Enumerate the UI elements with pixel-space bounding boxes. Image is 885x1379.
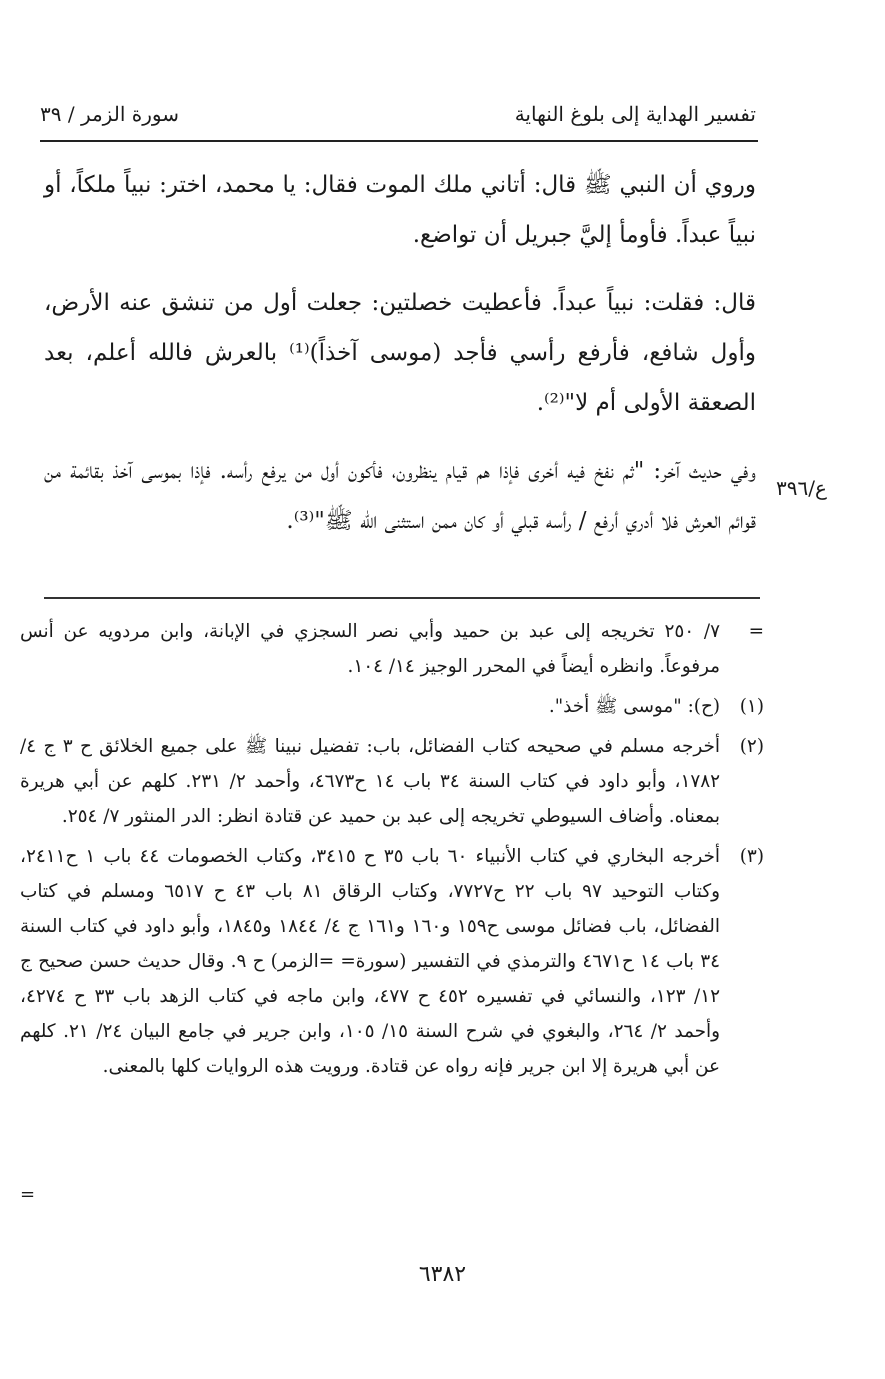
header-divider (40, 140, 758, 142)
footnote-text: أخرجه البخاري في كتاب الأنبياء ٦٠ باب ٣٥ ح ٣٤١٥، وكتاب الخصومات ٤٤ باب ١ ح٢٤١١، وكتاب التوحيد ٩٧ باب ٢٢ ح٧٧٢٧، وكتاب الرقاق ٨١ باب ٤٣ ح ٦٥١٧ ومسلم في كتاب الفضائل، باب فضائل موسى ح١٥٩ و١٦٠ و١٦١ ج ٤/ ١٨٤٤ و١٨٤٥، وأبو داود في كتاب السنة ٣٤ باب ١٤ ح٤٦٧١ والترمذي في التفسير (سورة= =الزمر) ح ٩. وقال حديث حسن صحيح ج ١٢/ ١٢٣، والنسائي في تفسيره ٤٥٢ ح ٤٧٧، وابن ماجه في كتاب الزهد باب ٣٣ ح ٤٢٧٤، وأحمد ٢/ ٢٦٤، والبغوي في شرح السنة ١٥/ ١٠٥، وابن جرير في جامع البيان ٢٤/ ٢١. كلهم عن أبي هريرة إلا ابن جرير فإنه رواه عن قتادة. ورويت هذه الروايات كلها بالمعنى. (20, 846, 720, 1077)
paragraph: قال: فقلت: نبياً عبداً. فأعطيت خصلتين: جعلت أول من تنشق عنه الأرض، وأول شافع، فأرفع رأسي فأجد (موسى آخذاً)⁽¹⁾ بالعرش فالله أعلم، بعد الصعقة الأولى أم لا"⁽²⁾. (44, 290, 756, 416)
main-text (44, 160, 756, 564)
footnote-continuation (20, 614, 764, 684)
footnote-marker: (٢) (739, 736, 764, 757)
paragraph: وفي حديث آخر: "ثم نفخ فيه أخرى فإذا هم قيام ينظرون، فأكون أول من يرفع رأسه. فإذا بموسى آخذ بقائمة من قوائم العرش فلا أدري أرفع / رأسه قبلي أو كان ممن استثنى الله ﷺ"⁽³⁾. (44, 458, 756, 534)
footnote-marker: (١) (739, 696, 764, 717)
footnote-text: (ح): "موسى ﷺ أخذ". (548, 696, 720, 717)
footnote-marker: (٣) (739, 846, 764, 867)
footnote-continues-marker: = (20, 1184, 36, 1205)
surah-title: سورة الزمر / ٣٩ (40, 102, 179, 126)
manuscript-margin-reference: ع/٣٩٦ (776, 476, 827, 500)
paragraph: وروي أن النبي ﷺ قال: أتاني ملك الموت فقال: يا محمد، اختر: نبياً ملكاً، أو نبياً عبداً. فأومأ إليَّ جبريل أن تواضع. (44, 172, 756, 248)
footnote-3 (20, 839, 764, 1084)
running-header (40, 98, 756, 138)
page-number: ٦٣٨٢ (418, 1262, 467, 1287)
footnote-1 (20, 689, 764, 724)
book-title: تفسير الهداية إلى بلوغ النهاية (514, 102, 756, 126)
footnote-text: أخرجه مسلم في صحيحه كتاب الفضائل، باب: تفضيل نبينا ﷺ على جميع الخلائق ح ٣ ج ٤/ ١٧٨٢، وأبو داود في كتاب السنة ٣٤ باب ١٤ ح٤٦٧٣، وأحمد ٢/ ٢٣١. كلهم عن أبي هريرة بمعناه. وأضاف السيوطي تخريجه إلى عبد بن حميد عن قتادة انظر: الدر المنثور ٧/ ٢٥٤. (20, 736, 720, 827)
footnote-2 (20, 729, 764, 834)
footnote-divider (44, 597, 760, 599)
footnote-text: ٧/ ٢٥٠ تخريجه إلى عبد بن حميد وأبي نصر السجزي في الإبانة، وابن مردويه عن أنس مرفوعاً. وانظره أيضاً في المحرر الوجيز ١٤/ ١٠٤. (20, 621, 720, 677)
footnote-marker: = (748, 621, 764, 642)
footnotes (20, 614, 764, 1089)
